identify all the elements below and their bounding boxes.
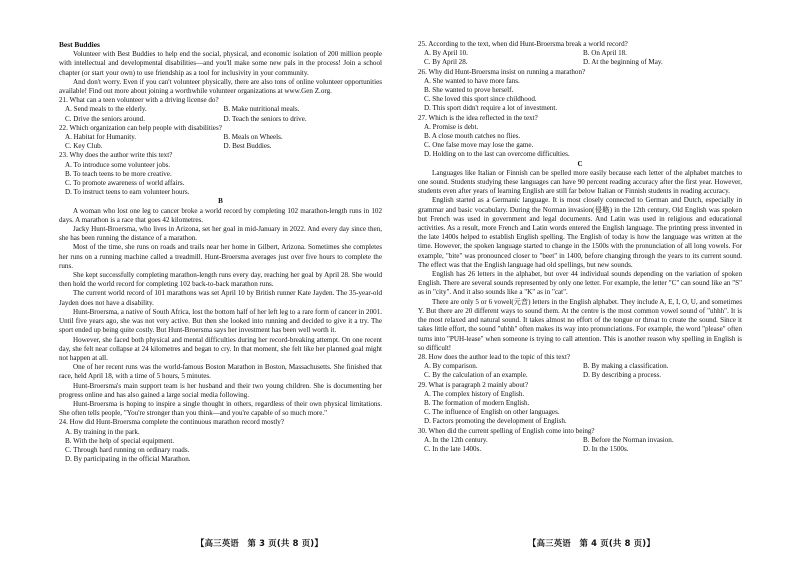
paragraph: Jacky Hunt-Broersma, who lives in Arizona, set her goal in mid-January in 2022. And every day since then, she has been running the distance of a marathon. [59,225,382,243]
option-b: B. She wanted to prove herself. [424,86,514,95]
option-d: D. By participating in the official Marathon. [65,455,191,464]
option-c: C. By the calculation of an example. [424,371,528,380]
question-21 [59,96,382,124]
option-b: B. Meals on Wheels. [223,133,283,142]
option-b: B. By making a classification. [583,362,669,371]
option-d: D. By describing a process. [583,371,662,380]
paragraph: She kept successfully completing marathon-length runs every day, reaching her goal by April 28. She would then hold the world record for completing 102 back-to-back marathon runs. [59,271,382,289]
option-d: D. In the 1500s. [583,444,629,453]
option-b: B. A close mouth catches no flies. [424,132,521,141]
options [418,123,742,160]
options [59,161,382,198]
option-a: A. By April 10. [424,49,468,58]
paragraph: A woman who lost one leg to cancer broke a world record by completing 102 marathon-length runs in 102 days. A marathon is a race that goes 42 kilometres. [59,206,382,224]
left-column [59,40,382,464]
option-b: B. The formation of modern English. [424,398,530,407]
question-stem: 24. How did Hunt-Broersma complete the continuous marathon record mostly? [59,418,284,427]
option-c: C. By April 28. [424,58,468,67]
option-c: C. Through hard running on ordinary roads. [65,445,190,454]
question-22 [59,124,382,152]
option-b: B. On April 18. [583,49,627,58]
option-d: D. This sport didn't require a lot of investment. [424,104,558,113]
option-c: C. To promote awareness of world affairs. [65,179,185,188]
passage-title: Best Buddies [59,40,100,49]
option-c: C. In the late 1400s. [424,444,482,453]
option-d: D. Best Buddies. [223,142,272,151]
paragraph: The current world record of 101 marathons was set April 10 by British runner Kate Jayden. The 35-year-old Jayden does not have a disability. [59,289,382,307]
options [418,49,742,67]
option-d: D. Factors promoting the development of English. [424,417,567,426]
question-stem: 26. Why did Hunt-Broersma insist on running a marathon? [418,67,586,76]
paragraph: Languages like Italian or Finnish can be spelled more easily because each letter of the alphabet matches to one sound. Students studying these languages can have 90 percent reading accuracy after the first year. However, students even after years of learning English are still far below Italian or Finnish students in reading accuracy. [418,168,742,196]
question-stem: 25. According to the text, when did Hunt-Broersma break a world record? [418,40,628,48]
option-c: C. Key Club. [65,142,103,151]
option-a: A. Habitat for Humanity. [65,133,137,142]
options [59,133,382,151]
option-a: A. In the 12th century. [424,435,488,444]
option-d: D. Holding on to the last can overcome difficulties. [424,150,570,159]
question-stem: 30. When did the current spelling of English come into being? [418,426,595,435]
question-stem: 22. Which organization can help people with disabilities? [59,123,222,132]
question-28 [418,353,742,381]
question-stem: 29. What is paragraph 2 mainly about? [418,380,528,389]
option-d: D. At the beginning of May. [583,58,663,67]
option-a: A. To introduce some volunteer jobs. [65,160,171,169]
option-a: A. By comparison. [424,362,478,371]
options [418,77,742,114]
options [59,428,382,465]
option-a: A. Promise is debt. [424,122,479,131]
question-stem: 27. Which is the idea reflected in the text? [418,113,538,122]
paragraph: And don't worry. Even if you can't volunteer physically, there are also tons of online volunteer opportunities available! Find out more about joining a worthwhile volunteer organizations at www.Gen Z.org. [59,77,382,96]
option-a: A. The complex history of English. [424,389,525,398]
option-c: C. One false move may lose the game. [424,141,534,150]
option-c: C. She loved this sport since childhood. [424,95,537,104]
option-b: B. Make nutritional meals. [223,105,300,114]
paragraph: Most of the time, she runs on roads and trails near her home in Gilbert, Arizona. Sometimes she completes her runs on a running machine called a treadmill. Hunt-Broersma averages just over five hours to complete the runs. [59,243,382,270]
paragraph: English has 26 letters in the alphabet, but over 44 individual sounds depending on the variation of spoken English. There are several sounds represented by only one letter. For example, the letter "C" can sound like an "S" as in "city". And it also sounds like a "K" as in "cat". [418,270,742,297]
option-c: C. Drive the seniors around. [65,114,145,123]
page-footer-left: 【高三英语 第 3 页(共 8 页)】 [196,538,323,548]
question-24 [59,418,382,464]
option-a: A. Send meals to the elderly. [65,105,147,114]
option-b: B. With the help of special equipment. [65,436,175,445]
right-column [418,40,742,454]
option-a: A. By training in the park. [65,427,140,436]
paragraph: Volunteer with Best Buddies to help end the social, physical, and economic isolation of 200 million people with intellectual and developmental disabilities—and you'll make some new pals in the process! Join a school chapter (or start your own) to use friendship as a tool for inclusivity in your community. [59,50,382,77]
option-d: D. To instruct teens to earn volunteer hours. [65,188,190,197]
options [418,390,742,427]
section-heading-c: C [577,159,583,168]
paragraph: Hunt-Broersma is hoping to inspire a single thought in others, regardless of their own physical limitations. She often tells people, "You're stronger than you think—and you're capable of so much more." [59,399,382,418]
option-b: B. To teach teens to be more creative. [65,169,172,178]
question-stem: 21. What can a teen volunteer with a driving license do? [59,96,219,105]
paragraph: Hunt-Broersma, a native of South Africa, lost the bottom half of her left leg to a rare form of cancer in 2001. Until five years ago, she was not very active. But then she looked into running and decided to give it a try. The sport ended up being quite costly. But Hunt-Broersma says her investment has been well worth it. [59,307,382,335]
question-23 [59,151,382,197]
paragraph: However, she faced both physical and mental difficulties during her record-breaking attempt. On one recent day, she felt near collapse at 24 kilometres and began to cry. In that moment, she felt like her planned goal might not happen at all. [59,335,382,362]
option-a: A. She wanted to have more fans. [424,76,520,85]
question-25 [418,40,742,68]
paragraph: There are only 5 or 6 vowel(元音) letters in the English alphabet. They include A, E, I, O, U, and sometimes Y. But there are 20 different ways to sound them. At the centre is the most common vowel sound of "uhhh". It is the most relaxed and natural sound. It takes almost no effort of the tongue or throat to create the sound. Since it takes little effort, the sound "uhhh" often makes its way into pronunciations. For example, the word "please" often turns into "PUH-lease" when someone is trying to call attention. This is another reason why spelling in English is so difficult! [418,297,742,352]
question-30 [418,427,742,455]
option-b: B. Before the Norman invasion. [583,435,674,444]
section-heading-b: B [218,197,223,206]
options [59,105,382,123]
option-c: C. The influence of English on other languages. [424,408,560,417]
option-d: D. Teach the seniors to drive. [223,114,307,123]
paragraph: English started as a Germanic language. It is most closely connected to German and Dutch, especially in grammar and basic vocabulary. During the Norman invasion(侵略) in the 12th century, Old English was spoken but French was used in government and legal documents. And Latin was used in religious and educational activities. As a result, more French and Latin words entered the English language. The printing press invented in the late 1400s helped to establish English spelling. The English of today is how the language was written at the time. However, the spoken language started to change in the 1500s with the pronunciation of all long vowels. For example, "bite" was pronounced closer to "beet" in 1400, before changing through the years to its current sound. The effect was that the English language had old spellings, but new sounds. [418,196,742,269]
question-stem: 23. Why does the author write this text? [59,151,173,160]
paragraph: One of her recent runs was the world-famous Boston Marathon in Boston, Massachusetts. She finished that race, held April 18, with a time of 5 hours, 5 minutes. [59,363,382,381]
question-26 [418,68,742,114]
options [418,436,742,454]
question-stem: 28. How does the author lead to the topic of this text? [418,352,571,361]
options [418,362,742,380]
page-footer-right: 【高三英语 第 4 页(共 8 页)】 [528,538,655,548]
question-27 [418,114,742,160]
question-29 [418,381,742,427]
paragraph: Hunt-Broersma's main support team is her husband and their two young children. She is documenting her progress online and has also gained a large social media following. [59,381,382,399]
